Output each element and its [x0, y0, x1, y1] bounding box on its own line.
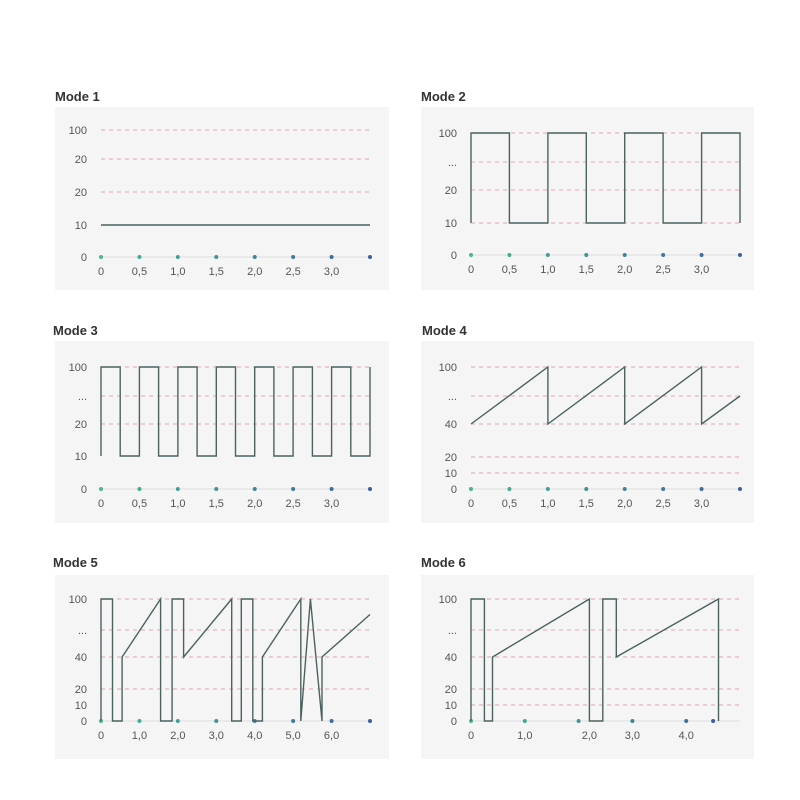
x-tick-label: 3,0 — [323, 498, 340, 510]
chart-panel-mode-3 — [53, 323, 389, 523]
axis-marker — [176, 487, 180, 491]
chart-title: Mode 1 — [55, 89, 100, 104]
y-tick-label: 20 — [444, 185, 457, 197]
axis-marker — [253, 255, 257, 259]
x-tick-label: 3,0 — [323, 266, 340, 278]
x-tick-label: 1,5 — [208, 498, 224, 510]
axis-marker — [291, 255, 295, 259]
y-tick-label: ... — [77, 625, 87, 637]
chart-title: Mode 5 — [53, 555, 98, 570]
y-tick-label: 100 — [68, 125, 87, 137]
axis-marker — [99, 255, 103, 259]
x-tick-label: 1,0 — [170, 266, 186, 278]
x-tick-label: 0 — [467, 498, 475, 510]
axis-marker — [291, 719, 295, 723]
x-tick-label: 1,5 — [208, 266, 224, 278]
x-tick-label: 4,0 — [678, 730, 694, 742]
y-tick-label: 10 — [74, 700, 87, 712]
axis-marker — [546, 487, 550, 491]
y-tick-label: 20 — [74, 154, 87, 166]
x-tick-label: 0,5 — [131, 498, 148, 510]
y-tick-label: 10 — [444, 468, 457, 480]
x-tick-label: 2,5 — [285, 266, 301, 278]
y-tick-label: 20 — [444, 684, 457, 696]
plot-area — [55, 341, 389, 523]
axis-marker — [137, 487, 141, 491]
chart-title: Mode 2 — [421, 89, 466, 104]
axis-marker — [176, 719, 180, 723]
axis-marker — [137, 719, 141, 723]
y-tick-label: 0 — [450, 250, 457, 262]
axis-marker — [623, 487, 627, 491]
y-tick-label: ... — [447, 157, 457, 169]
x-tick-label: 2,0 — [617, 264, 633, 276]
y-tick-label: 10 — [444, 700, 457, 712]
chart-title: Mode 4 — [422, 323, 467, 338]
y-tick-label: 40 — [74, 652, 87, 664]
chart-panel-mode-6 — [421, 555, 754, 759]
axis-marker — [684, 719, 688, 723]
plot-area — [55, 107, 389, 290]
y-tick-label: 0 — [450, 484, 457, 496]
y-tick-label: ... — [77, 391, 87, 403]
axis-marker — [469, 253, 473, 257]
axis-marker — [507, 253, 511, 257]
axis-marker — [291, 487, 295, 491]
x-tick-label: 2,0 — [617, 498, 633, 510]
axis-marker — [330, 487, 334, 491]
y-tick-label: ... — [447, 391, 457, 403]
y-tick-label: 0 — [80, 484, 87, 496]
x-tick-label: 0 — [467, 264, 475, 276]
axis-marker — [711, 719, 715, 723]
y-tick-label: 10 — [444, 218, 457, 230]
axis-marker — [214, 487, 218, 491]
x-tick-label: 2,0 — [581, 730, 598, 742]
y-tick-label: 20 — [74, 684, 87, 696]
axis-marker — [253, 487, 257, 491]
y-tick-label: 100 — [438, 362, 457, 374]
axis-marker — [546, 253, 550, 257]
x-tick-label: 1,0 — [540, 264, 556, 276]
axis-marker — [330, 255, 334, 259]
y-tick-label: 100 — [68, 594, 87, 606]
x-tick-label: 1,0 — [517, 730, 533, 742]
y-tick-label: 10 — [74, 220, 87, 232]
x-tick-label: 3,0 — [693, 498, 710, 510]
axis-marker — [700, 253, 704, 257]
x-tick-label: 2,0 — [247, 498, 263, 510]
chart-title: Mode 3 — [53, 323, 98, 338]
chart-panel-mode-4 — [421, 323, 754, 523]
axis-marker — [738, 253, 742, 257]
x-tick-label: 1,0 — [170, 498, 186, 510]
x-tick-label: 1,0 — [540, 498, 556, 510]
y-tick-label: 100 — [438, 594, 457, 606]
axis-marker — [330, 719, 334, 723]
x-tick-label: 6,0 — [323, 730, 340, 742]
axis-marker — [630, 719, 634, 723]
chart-panel-mode-2 — [421, 89, 754, 290]
x-tick-label: 4,0 — [247, 730, 263, 742]
x-tick-label: 2,0 — [247, 266, 263, 278]
x-tick-label: 0,5 — [501, 264, 518, 276]
x-tick-label: 0 — [97, 498, 105, 510]
axis-marker — [176, 255, 180, 259]
axis-marker — [137, 255, 141, 259]
y-tick-label: 20 — [444, 452, 457, 464]
x-tick-label: 3,0 — [208, 730, 224, 742]
plot-area — [421, 341, 754, 523]
chart-panel-mode-1 — [55, 89, 389, 290]
y-tick-label: 20 — [74, 187, 87, 199]
chart-panel-mode-5 — [53, 555, 389, 759]
axis-marker — [738, 487, 742, 491]
x-tick-label: 1,5 — [578, 498, 594, 510]
x-tick-label: 2,5 — [655, 498, 671, 510]
y-tick-label: 20 — [74, 419, 87, 431]
x-tick-label: 3,0 — [693, 264, 710, 276]
y-tick-label: 0 — [80, 252, 87, 264]
axis-marker — [99, 487, 103, 491]
axis-marker — [577, 719, 581, 723]
axis-marker — [661, 253, 665, 257]
x-tick-label: 1,5 — [578, 264, 594, 276]
x-tick-label: 2,5 — [655, 264, 671, 276]
y-tick-label: 40 — [444, 652, 457, 664]
axis-marker — [368, 487, 372, 491]
y-tick-label: 10 — [74, 451, 87, 463]
axis-marker — [584, 253, 588, 257]
x-tick-label: 0 — [97, 266, 105, 278]
x-tick-label: 0,5 — [131, 266, 148, 278]
axis-marker — [523, 719, 527, 723]
x-tick-label: 2,0 — [170, 730, 186, 742]
axis-marker — [661, 487, 665, 491]
y-tick-label: 100 — [438, 128, 457, 140]
axis-marker — [584, 487, 588, 491]
x-tick-label: 1,0 — [131, 730, 148, 742]
x-tick-label: 5,0 — [285, 730, 301, 742]
x-tick-label: 0 — [467, 730, 475, 742]
chart-title: Mode 6 — [421, 555, 466, 570]
axis-marker — [368, 255, 372, 259]
axis-marker — [469, 487, 473, 491]
y-tick-label: 0 — [450, 716, 457, 728]
y-tick-label: 0 — [80, 716, 87, 728]
axis-marker — [368, 719, 372, 723]
axis-marker — [214, 719, 218, 723]
axis-marker — [700, 487, 704, 491]
axis-marker — [623, 253, 627, 257]
y-tick-label: 40 — [444, 419, 457, 431]
x-tick-label: 2,5 — [285, 498, 301, 510]
x-tick-label: 3,0 — [624, 730, 641, 742]
x-tick-label: 0,5 — [501, 498, 518, 510]
y-tick-label: ... — [447, 625, 457, 637]
x-tick-label: 0 — [97, 730, 105, 742]
y-tick-label: 100 — [68, 362, 87, 374]
axis-marker — [214, 255, 218, 259]
axis-marker — [507, 487, 511, 491]
